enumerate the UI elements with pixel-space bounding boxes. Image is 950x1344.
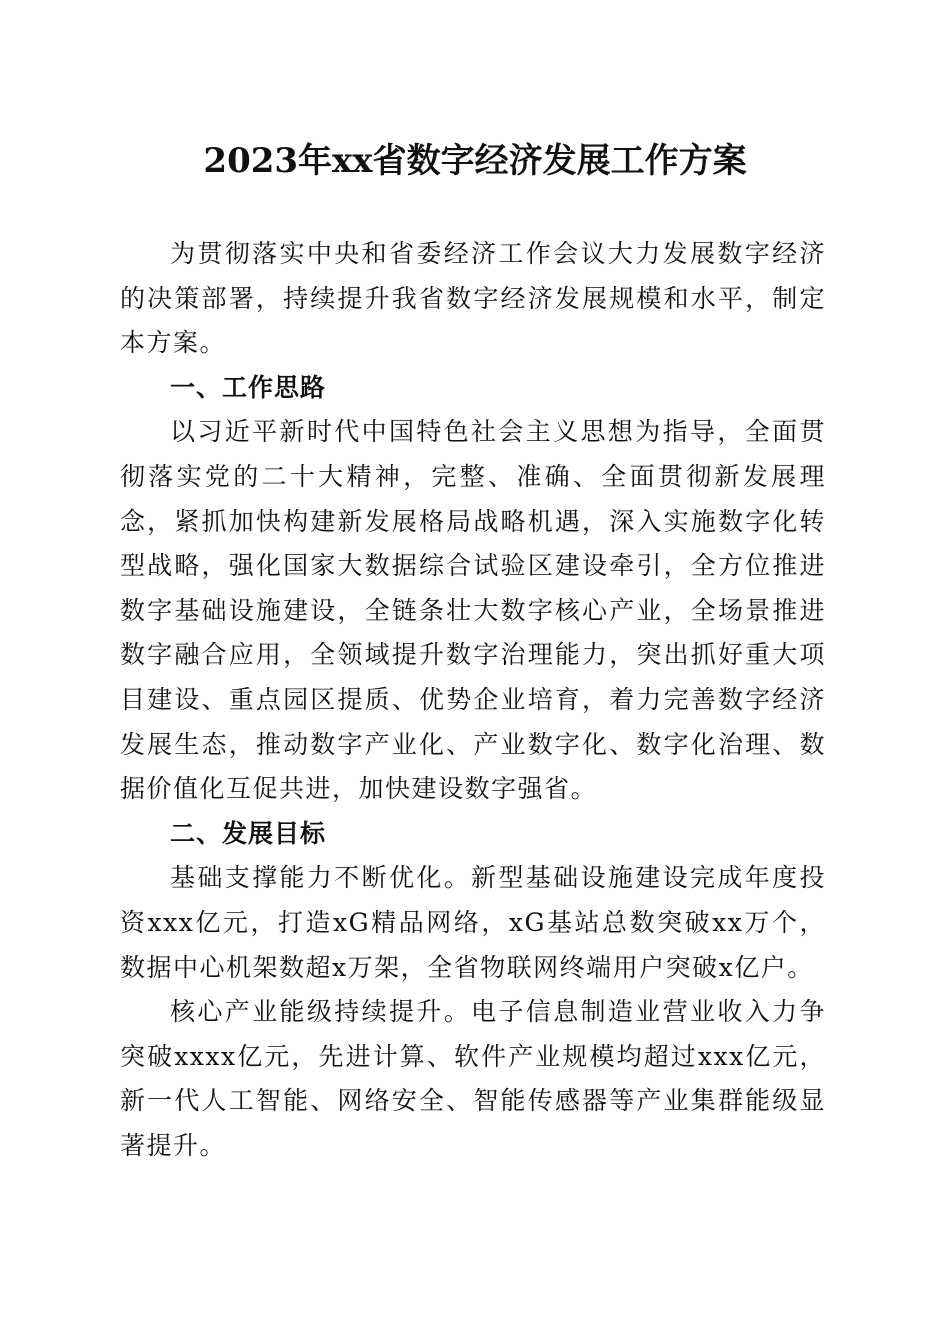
section-heading-development-goals: 二、发展目标 (170, 818, 327, 848)
document-title: 2023年xx省数字经济发展工作方案 (203, 141, 747, 181)
intro-paragraph: 为贯彻落实中央和省委经济工作会议大力发展数字经济的决策部署，持续提升我省数字经济发展规模和水平，制定本方案。 (120, 239, 826, 358)
goal-paragraph-core-industry: 核心产业能级持续提升。电子信息制造业营业收入力争突破xxxx亿元，先进计算、软件产业规模均超过xxx亿元，新一代人工智能、网络安全、智能传感器等产业集群能级显著提升。 (120, 997, 826, 1160)
goal-paragraph-infrastructure: 基础支撑能力不断优化。新型基础设施建设完成年度投资xxx亿元，打造xG精品网络，xG基站总数突破xx万个，数据中心机架数超x万架，全省物联网终端用户突破x亿户。 (120, 863, 826, 982)
work-approach-paragraph: 以习近平新时代中国特色社会主义思想为指导，全面贯彻落实党的二十大精神，完整、准确、全面贯彻新发展理念，紧抓加快构建新发展格局战略机遇，深入实施数字化转型战略，强化国家大数据综合试验区建设牵引，全方位推进数字基础设施建设，全链条壮大数字核心产业，全场景推进数字融合应用，全领域提升数字治理能力，突出抓好重大项目建设、重点园区提质、优势企业培育，着力完善数字经济发展生态，推动数字产业化、产业数字化、数字化治理、数据价值化互促共进，加快建设数字强省。 (120, 417, 826, 804)
section-heading-work-approach: 一、工作思路 (170, 372, 327, 402)
document-body (120, 232, 826, 1168)
